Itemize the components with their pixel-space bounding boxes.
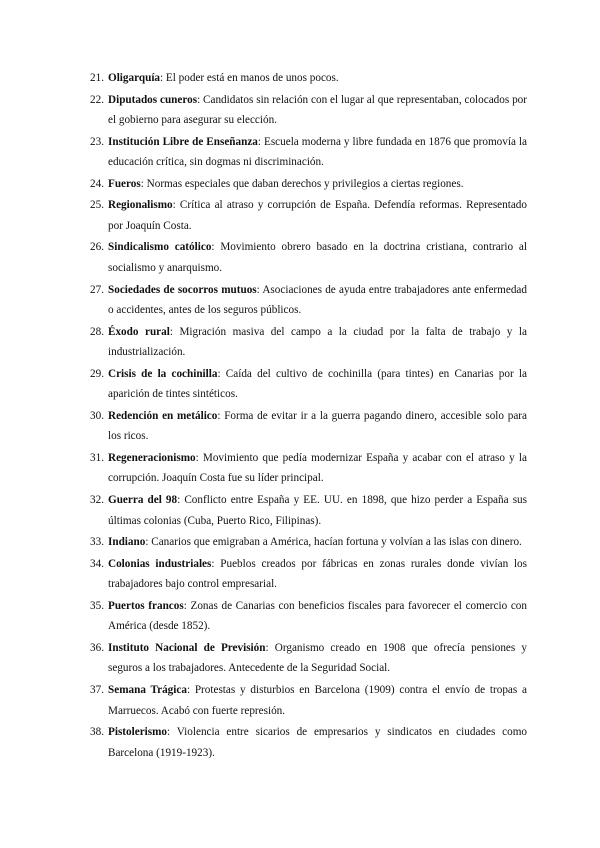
entry-term: Guerra del 98: [108, 494, 178, 507]
entry-definition: : Asociaciones de ayuda entre trabajadores ante enfermedad o accidentes, antes de los seguros públicos.: [108, 283, 527, 317]
entry-term: Regionalismo: [108, 199, 173, 212]
entry-term: Fueros: [108, 177, 141, 190]
glossary-entry: [90, 322, 527, 363]
glossary-entry: [90, 280, 527, 321]
entry-definition: : Crítica al atraso y corrupción de España. Defendía reformas. Representado por Joaquín Costa.: [108, 199, 527, 232]
entry-number: 33.: [90, 536, 104, 549]
entry-definition: : Forma de evitar ir a la guerra pagando dinero, accesible solo para los ricos.: [108, 409, 527, 443]
glossary-entry: [90, 132, 527, 173]
entry-number: 22.: [90, 93, 104, 106]
entry-term: Instituto Nacional de Previsión: [108, 641, 266, 654]
glossary-entry: [90, 554, 527, 595]
entry-definition: : Conflicto entre España y EE. UU. en 1898, que hizo perder a España sus últimas colonias (Cuba, Puerto Rico, Filipinas).: [108, 494, 527, 527]
entry-term: Colonias industriales: [108, 557, 212, 570]
entry-number: 34.: [90, 557, 104, 570]
entry-term: Pistolerismo: [108, 726, 168, 739]
entry-number: 28.: [90, 325, 104, 338]
entry-number: 37.: [90, 684, 104, 696]
entry-number: 32.: [90, 494, 104, 507]
glossary-entry: [90, 532, 527, 553]
glossary-entry: [90, 448, 527, 489]
entry-term: Sociedades de socorros mutuos: [108, 283, 257, 296]
entry-term: Indiano: [108, 536, 146, 549]
entry-definition: : Movimiento que pedía modernizar España y acabar con el atraso y la corrupción. Joaquín Costa fue su líder principal.: [108, 451, 527, 485]
entry-number: 35.: [90, 599, 104, 612]
entry-term: Éxodo rural: [108, 325, 170, 338]
entry-term: Institución Libre de Enseñanza: [108, 135, 258, 148]
entry-term: Oligarquía: [108, 72, 161, 84]
entry-term: Diputados cuneros: [108, 93, 198, 106]
entry-definition: : Violencia entre sicarios de empresarios y sindicatos en ciudades como Barcelona (1919-1923).: [108, 726, 527, 759]
glossary-entry: [90, 90, 527, 131]
entry-term: Semana Trágica: [108, 684, 187, 696]
glossary-entry: [90, 596, 527, 637]
glossary-entry: [90, 638, 527, 679]
entry-number: 23.: [90, 135, 104, 148]
entry-definition: : Normas especiales que daban derechos y privilegios a ciertas regiones.: [140, 177, 464, 190]
entry-definition: : Candidatos sin relación con el lugar al que representaban, colocados por el gobierno para asegurar su elección.: [108, 93, 527, 127]
entry-definition: : Caída del cultivo de cochinilla (para tintes) en Canarias por la aparición de tintes sintéticos.: [108, 367, 527, 401]
glossary-entry: [90, 490, 527, 531]
entry-number: 30.: [90, 409, 104, 422]
entry-term: Redención en metálico: [108, 409, 218, 422]
entry-number: 27.: [90, 283, 104, 296]
entry-number: 38.: [90, 726, 104, 739]
entry-definition: : Organismo creado en 1908 que ofrecía pensiones y seguros a los trabajadores. Antecedente de la Seguridad Social.: [108, 641, 527, 675]
entry-number: 31.: [90, 451, 104, 464]
entry-term: Crisis de la cochinilla: [108, 367, 218, 380]
glossary-entry: [90, 722, 527, 763]
entry-term: Regeneracionismo: [108, 451, 196, 464]
entry-term: Puertos francos: [108, 599, 184, 612]
entry-definition: : Movimiento obrero basado en la doctrina cristiana, contrario al socialismo y anarquismo.: [108, 241, 527, 274]
entry-definition: : Migración masiva del campo a la ciudad por la falta de trabajo y la industrialización.: [108, 325, 527, 359]
glossary-entry: [90, 68, 527, 89]
glossary-entry: [90, 680, 527, 721]
entry-number: 25.: [90, 199, 104, 212]
glossary-entry: [90, 364, 527, 405]
entry-definition: : Protestas y disturbios en Barcelona (1909) contra el envío de tropas a Marruecos. Acabó con fuerte represión.: [108, 684, 527, 717]
glossary-list: [90, 68, 527, 764]
entry-number: 26.: [90, 241, 104, 254]
entry-number: 36.: [90, 641, 104, 654]
entry-number: 29.: [90, 367, 104, 380]
entry-term: Sindicalismo católico: [108, 241, 212, 254]
glossary-entry: [90, 406, 527, 447]
entry-definition: : Canarios que emigraban a América, hacían fortuna y volvían a las islas con dinero.: [145, 536, 522, 549]
entry-definition: : Escuela moderna y libre fundada en 1876 que promovía la educación crítica, sin dogmas ni discriminación.: [108, 135, 527, 169]
entry-number: 24.: [90, 177, 104, 190]
glossary-entry: [90, 237, 527, 278]
entry-number: 21.: [90, 72, 104, 84]
glossary-entry: [90, 174, 527, 195]
entry-definition: : Pueblos creados por fábricas en zonas rurales donde vivían los trabajadores bajo control empresarial.: [108, 557, 527, 591]
entry-definition: : El poder está en manos de unos pocos.: [160, 72, 339, 84]
entry-definition: : Zonas de Canarias con beneficios fiscales para favorecer el comercio con América (desde 1852).: [108, 599, 527, 633]
glossary-entry: [90, 195, 527, 236]
